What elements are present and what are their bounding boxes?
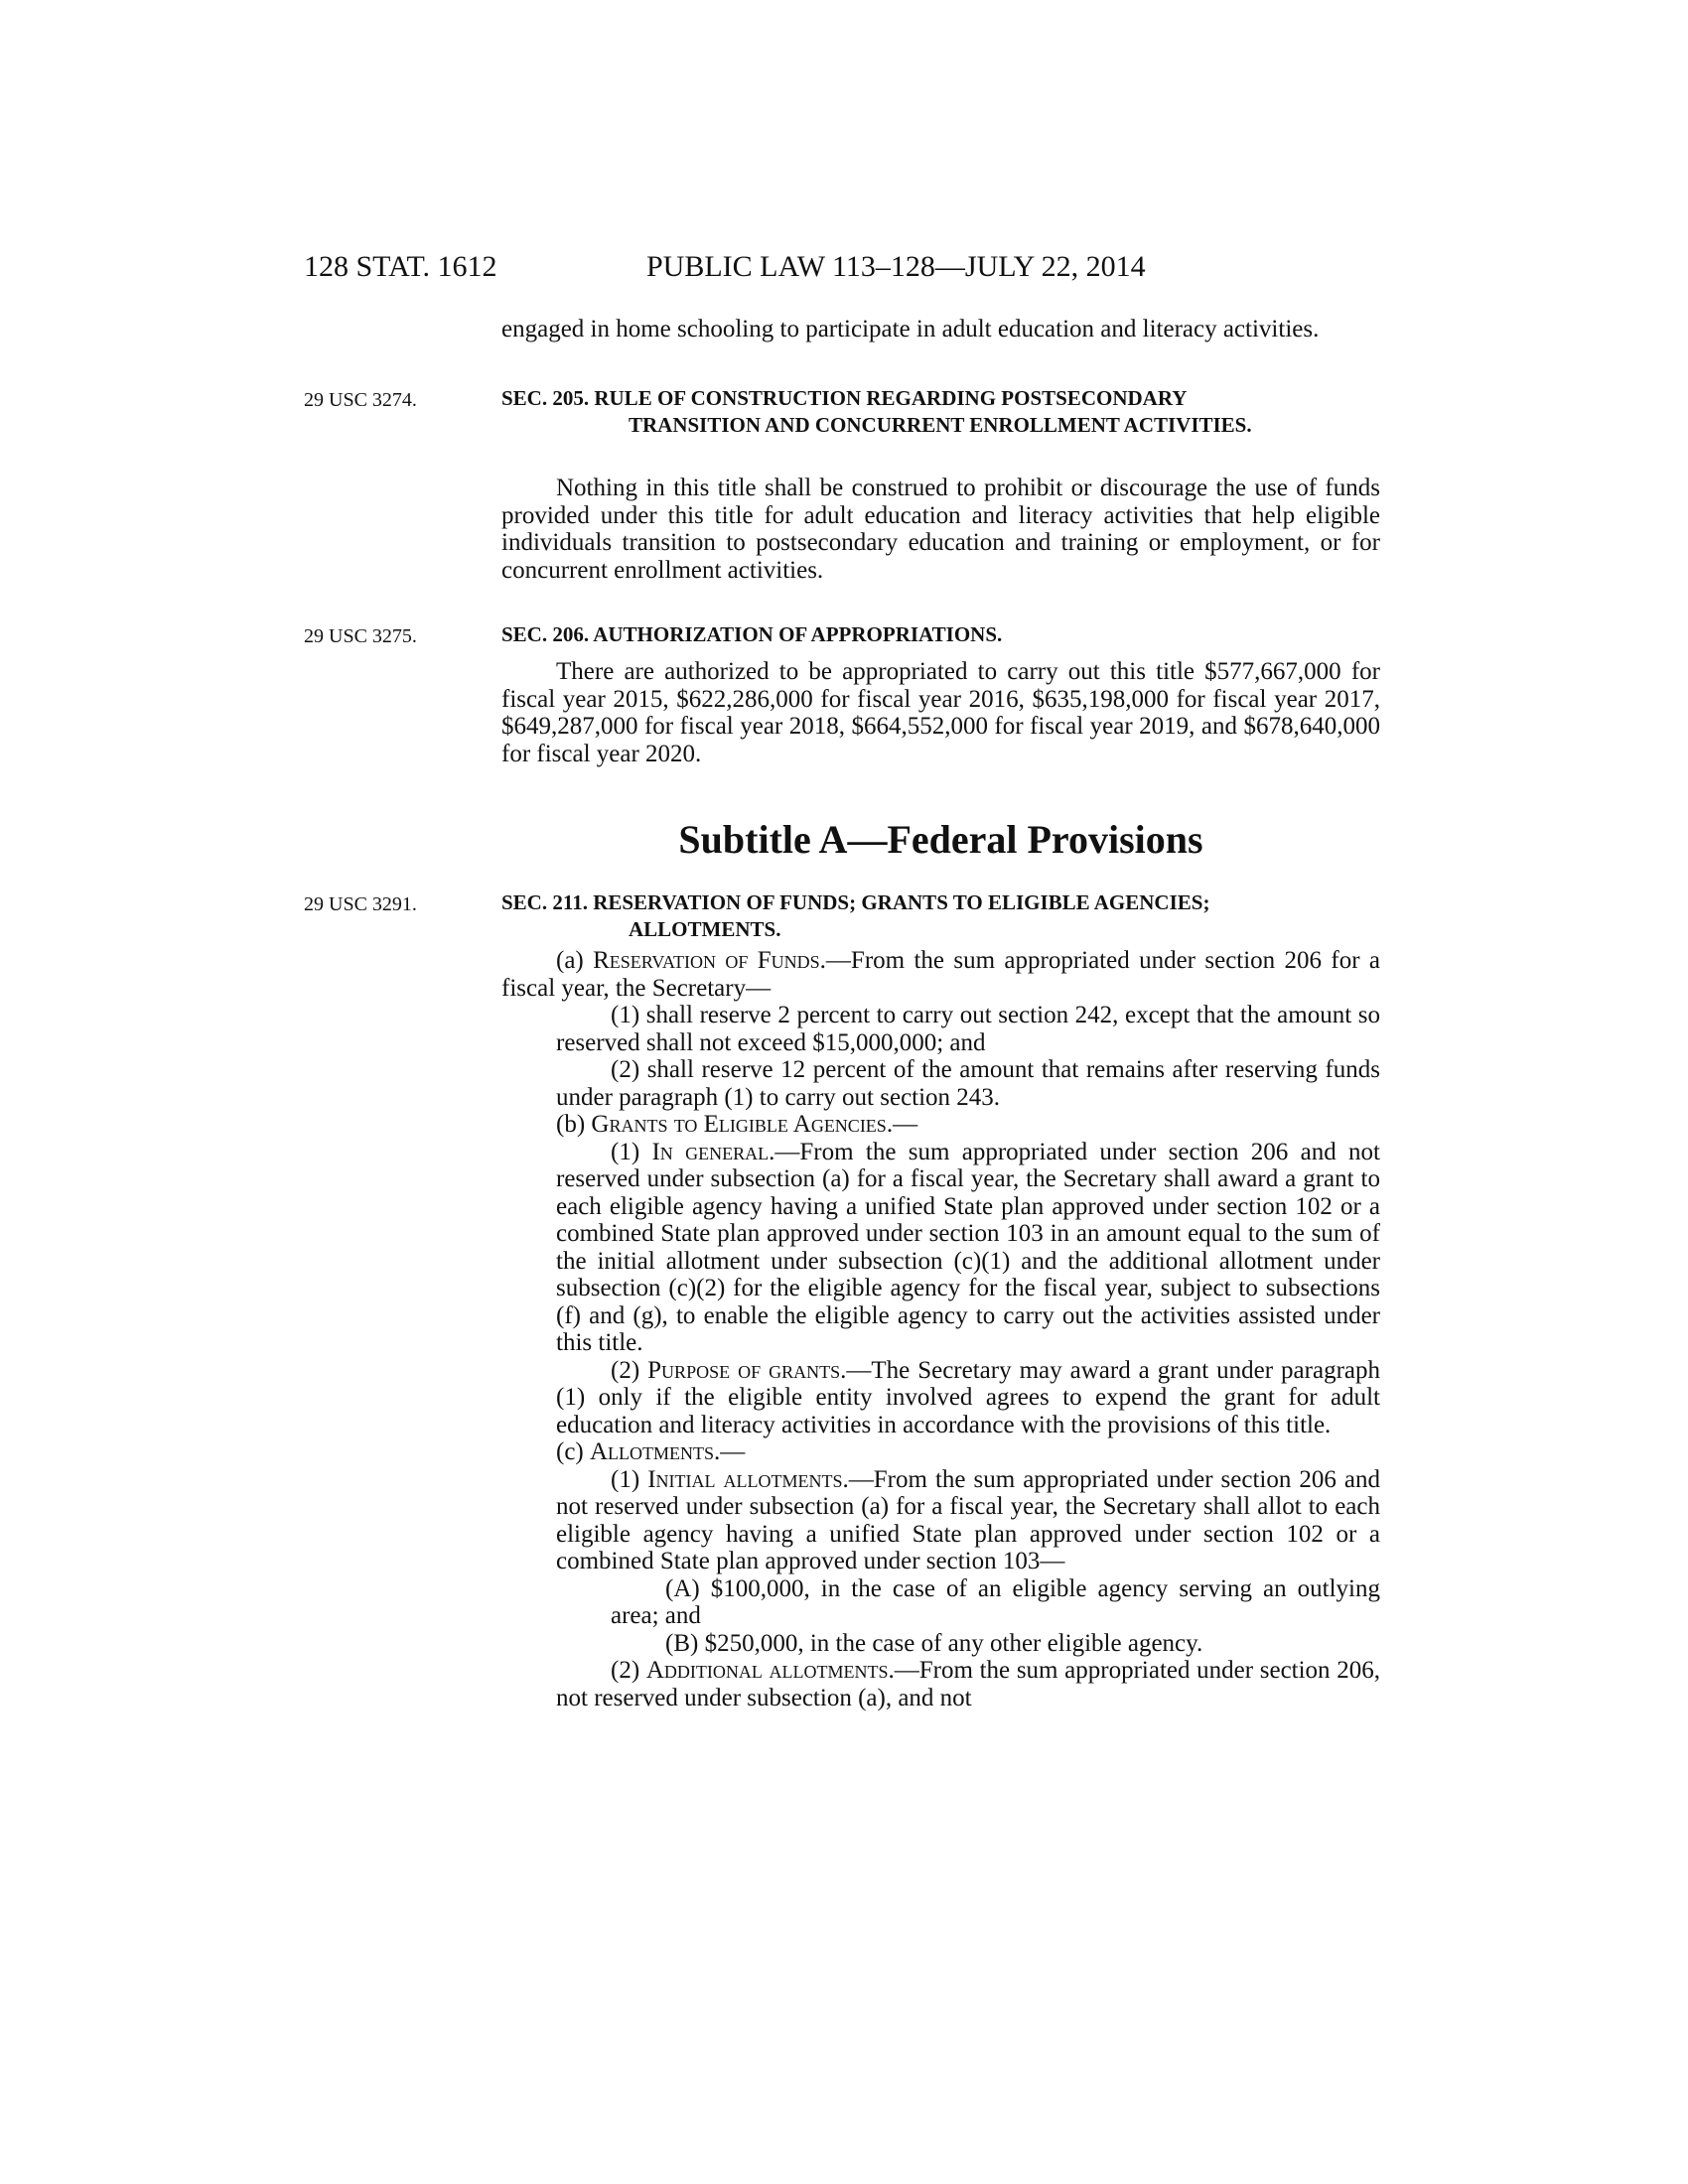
running-head: PUBLIC LAW 113–128—JULY 22, 2014	[646, 250, 1146, 283]
paragraph-b2: (2) Purpose of grants.—The Secretary may award a grant under paragraph (1) only if the eligible entity involved agrees to expend the grant for adult education and literacy activities in accordance with the provisions of this title.	[556, 1356, 1380, 1438]
paragraph-c2-title: Additional allotments	[645, 1657, 889, 1684]
statute-citation: 128 STAT. 1612	[304, 250, 497, 283]
margin-note-sec205: 29 USC 3274.	[304, 389, 417, 411]
sec206-body: There are authorized to be appropriated to carry out this title $577,667,000 for fiscal year 2015, $622,286,000 for fiscal year 2016, $635,198,000 for fiscal year 2017, $649,287,000 for fiscal year 2018, $664,552,000 for fiscal year 2019, and $678,640,000 for fiscal year 2020.	[501, 658, 1380, 767]
paragraph-c1-title: Initial allotments	[647, 1465, 843, 1493]
paragraph-b1-title: In general	[651, 1138, 770, 1165]
sec205-heading-start: SEC. 205. RULE OF CONSTRUCTION REGARDING POSTSECONDARY	[501, 386, 1188, 410]
subparagraph-c1B: (B) $250,000, in the case of any other eligible agency.	[665, 1629, 1203, 1657]
sec205-heading	[501, 385, 1380, 439]
subsection-c-title: Allotments	[590, 1438, 715, 1465]
continuation-paragraph: engaged in home schooling to participate in adult education and literacy activities.	[501, 316, 1320, 342]
sec211-heading	[501, 889, 1380, 943]
subparagraph-c1A: (A) $100,000, in the case of an eligible agency serving an outlying area; and	[611, 1574, 1380, 1629]
subsection-b: (b) Grants to Eligible Agencies.—	[556, 1111, 918, 1138]
margin-note-sec206: 29 USC 3275.	[304, 625, 417, 647]
subsection-a-title: Reservation of Funds	[593, 947, 820, 974]
subsection-c: (c) Allotments.—	[556, 1438, 746, 1465]
sec211-heading-start: SEC. 211. RESERVATION OF FUNDS; GRANTS TO ELIGIBLE AGENCIES;	[501, 890, 1210, 914]
sec211-heading-rest: ALLOTMENTS.	[629, 917, 781, 941]
sec206-heading: SEC. 206. AUTHORIZATION OF APPROPRIATIONS.	[501, 622, 1003, 646]
sec205-body: Nothing in this title shall be construed to prohibit or discourage the use of funds provided under this title for adult education and literacy activities that help eligible individuals transition to postsecondary education and training or employment, or for concurrent enrollment activities.	[501, 475, 1380, 584]
paragraph-b2-title: Purpose of grants	[647, 1356, 841, 1384]
subsection-a: (a) Reservation of Funds.—From the sum appropriated under section 206 for a fiscal year, the Secretary—	[501, 947, 1380, 1002]
subtitle-heading: Subtitle A—Federal Provisions	[678, 817, 1203, 862]
sec211-body	[501, 947, 1380, 1711]
page-header	[304, 250, 1227, 290]
paragraph-c1: (1) Initial allotments.—From the sum appropriated under section 206 and not reserved under subsection (a) for a fiscal year, the Secretary shall allot to each eligible agency having a unified State plan approved under section 102 or a combined State plan approved under section 103—	[556, 1465, 1381, 1574]
margin-note-sec211: 29 USC 3291.	[304, 893, 417, 915]
paragraph-a2: (2) shall reserve 12 percent of the amount that remains after reserving funds under paragraph (1) to carry out section 243.	[556, 1056, 1380, 1111]
paragraph-a1: (1) shall reserve 2 percent to carry out section 242, except that the amount so reserved shall not exceed $15,000,000; and	[556, 1002, 1380, 1056]
subsection-b-title: Grants to Eligible Agencies	[591, 1111, 887, 1138]
sec205-heading-rest: TRANSITION AND CONCURRENT ENROLLMENT ACTIVITIES.	[629, 413, 1252, 437]
paragraph-c2: (2) Additional allotments.—From the sum appropriated under section 206, not reserved under subsection (a), and not	[556, 1657, 1380, 1711]
paragraph-b1: (1) In general.—From the sum appropriated under section 206 and not reserved under subsection (a) for a fiscal year, the Secretary shall award a grant to each eligible agency having a unified State plan approved under section 102 or a combined State plan approved under section 103 in an amount equal to the sum of the initial allotment under subsection (c)(1) and the additional allotment under subsection (c)(2) for the eligible agency for the fiscal year, subject to subsections (f) and (g), to enable the eligible agency to carry out the activities assisted under this title.	[556, 1138, 1380, 1356]
